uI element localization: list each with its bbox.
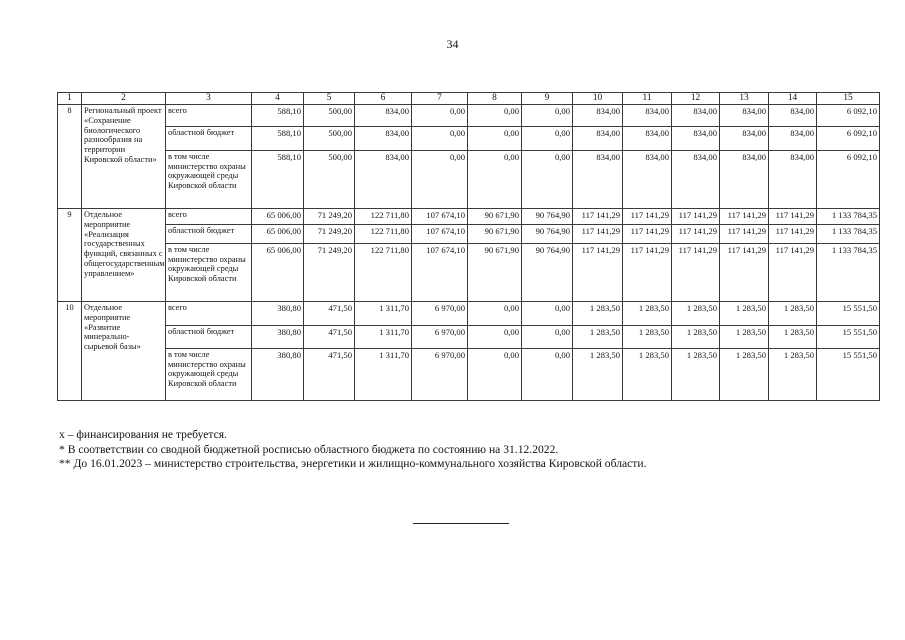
amount-cell: 1 283,50 [720,326,769,349]
amount-cell: 122 711,80 [355,244,412,302]
amount-cell: 6 970,00 [412,349,468,401]
amount-cell: 588,10 [252,127,304,151]
amount-cell: 1 133 784,35 [817,244,880,302]
header-cell: 9 [522,93,573,105]
amount-cell: 117 141,29 [769,244,817,302]
amount-cell: 1 283,50 [672,326,720,349]
amount-cell: 15 551,50 [817,349,880,401]
table-row [58,244,880,302]
amount-cell: 1 283,50 [769,302,817,326]
amount-cell: 0,00 [468,105,522,127]
amount-cell: 71 249,20 [304,225,355,244]
amount-cell: 117 141,29 [720,209,769,225]
footnote-not-required: х – финансирования не требуется. [59,428,227,441]
amount-cell: 1 283,50 [623,302,672,326]
amount-cell: 117 141,29 [769,225,817,244]
row-number: 9 [58,209,82,302]
table-row [58,209,880,225]
amount-cell: 117 141,29 [623,209,672,225]
amount-cell: 834,00 [720,105,769,127]
amount-cell: 1 283,50 [672,302,720,326]
amount-cell: 90 764,90 [522,209,573,225]
amount-cell: 15 551,50 [817,302,880,326]
amount-cell: 117 141,29 [672,209,720,225]
table-row [58,349,880,401]
amount-cell: 471,50 [304,326,355,349]
amount-cell: 471,50 [304,302,355,326]
table-row [58,105,880,127]
amount-cell: 1 283,50 [623,349,672,401]
funding-source: в том числе министерство охраны окружающей среды Кировской области [166,244,252,302]
amount-cell: 834,00 [720,127,769,151]
amount-cell: 834,00 [623,151,672,209]
amount-cell: 1 133 784,35 [817,225,880,244]
header-cell: 12 [672,93,720,105]
amount-cell: 90 671,90 [468,225,522,244]
amount-cell: 1 283,50 [672,349,720,401]
amount-cell: 1 311,70 [355,349,412,401]
amount-cell: 117 141,29 [623,244,672,302]
amount-cell: 380,80 [252,349,304,401]
amount-cell: 834,00 [573,151,623,209]
amount-cell: 117 141,29 [672,244,720,302]
amount-cell: 117 141,29 [720,225,769,244]
amount-cell: 6 092,10 [817,127,880,151]
header-cell: 2 [82,93,166,105]
amount-cell: 90 764,90 [522,244,573,302]
amount-cell: 0,00 [522,105,573,127]
amount-cell: 117 141,29 [573,209,623,225]
amount-cell: 90 671,90 [468,244,522,302]
amount-cell: 1 283,50 [573,349,623,401]
amount-cell: 6 092,10 [817,105,880,127]
amount-cell: 0,00 [522,151,573,209]
amount-cell: 0,00 [412,151,468,209]
amount-cell: 1 283,50 [623,326,672,349]
footnote-double-asterisk: ** До 16.01.2023 – министерство строительства, энергетики и жилищно-коммунального хозяйства Кировской области. [59,457,647,470]
header-cell: 1 [58,93,82,105]
funding-source: всего [166,302,252,326]
amount-cell: 0,00 [468,349,522,401]
header-cell: 4 [252,93,304,105]
amount-cell: 107 674,10 [412,225,468,244]
amount-cell: 500,00 [304,151,355,209]
amount-cell: 65 006,00 [252,209,304,225]
funding-source: областной бюджет [166,326,252,349]
amount-cell: 90 764,90 [522,225,573,244]
amount-cell: 6 970,00 [412,302,468,326]
amount-cell: 1 283,50 [720,349,769,401]
amount-cell: 0,00 [522,326,573,349]
amount-cell: 834,00 [672,151,720,209]
header-cell: 15 [817,93,880,105]
header-cell: 6 [355,93,412,105]
funding-source: в том числе министерство охраны окружающей среды Кировской области [166,151,252,209]
footnote-single-asterisk: * В соответствии со сводной бюджетной росписью областного бюджета по состоянию на 31.12.2022. [59,442,559,456]
amount-cell: 6 092,10 [817,151,880,209]
amount-cell: 500,00 [304,105,355,127]
amount-cell: 0,00 [522,127,573,151]
funding-source: областной бюджет [166,225,252,244]
header-cell: 5 [304,93,355,105]
amount-cell: 1 283,50 [573,326,623,349]
header-cell: 7 [412,93,468,105]
amount-cell: 834,00 [720,151,769,209]
amount-cell: 117 141,29 [623,225,672,244]
amount-cell: 0,00 [468,151,522,209]
funding-source: всего [166,105,252,127]
amount-cell: 834,00 [355,127,412,151]
amount-cell: 380,80 [252,302,304,326]
header-cell: 10 [573,93,623,105]
amount-cell: 71 249,20 [304,209,355,225]
header-cell: 11 [623,93,672,105]
amount-cell: 117 141,29 [720,244,769,302]
amount-cell: 0,00 [468,127,522,151]
amount-cell: 0,00 [412,105,468,127]
amount-cell: 90 671,90 [468,209,522,225]
amount-cell: 834,00 [769,105,817,127]
amount-cell: 0,00 [468,302,522,326]
amount-cell: 65 006,00 [252,244,304,302]
amount-cell: 0,00 [522,349,573,401]
financing-table [57,92,880,401]
amount-cell: 107 674,10 [412,209,468,225]
amount-cell: 6 970,00 [412,326,468,349]
program-name: Отдельное мероприятие «Развитие минерально-сырьевой базы» [82,302,166,401]
funding-source: областной бюджет [166,127,252,151]
table-row [58,326,880,349]
amount-cell: 471,50 [304,349,355,401]
row-number: 10 [58,302,82,401]
amount-cell: 834,00 [672,127,720,151]
table-row [58,151,880,209]
header-cell: 3 [166,93,252,105]
amount-cell: 834,00 [355,151,412,209]
amount-cell: 1 283,50 [573,302,623,326]
amount-cell: 117 141,29 [672,225,720,244]
amount-cell: 834,00 [355,105,412,127]
header-cell: 14 [769,93,817,105]
funding-source: в том числе министерство охраны окружающей среды Кировской области [166,349,252,401]
amount-cell: 1 283,50 [769,349,817,401]
amount-cell: 1 133 784,35 [817,209,880,225]
amount-cell: 834,00 [769,127,817,151]
amount-cell: 588,10 [252,151,304,209]
amount-cell: 117 141,29 [573,225,623,244]
footnotes [59,428,889,472]
program-name: Отдельное мероприятие «Реализация государственных функций, связанных с общегосударственным управлением» [82,209,166,302]
amount-cell: 122 711,80 [355,225,412,244]
table-row [58,225,880,244]
amount-cell: 0,00 [412,127,468,151]
amount-cell: 1 283,50 [769,326,817,349]
amount-cell: 117 141,29 [769,209,817,225]
amount-cell: 834,00 [672,105,720,127]
table-row [58,302,880,326]
amount-cell: 71 249,20 [304,244,355,302]
program-name: Региональный проект «Сохранение биологического разнообразия на территории Кировской области» [82,105,166,209]
amount-cell: 122 711,80 [355,209,412,225]
amount-cell: 1 283,50 [720,302,769,326]
amount-cell: 834,00 [573,127,623,151]
table-row [58,127,880,151]
page-number: 34 [446,37,459,51]
amount-cell: 1 311,70 [355,302,412,326]
amount-cell: 1 311,70 [355,326,412,349]
row-number: 8 [58,105,82,209]
funding-source: всего [166,209,252,225]
header-cell: 8 [468,93,522,105]
amount-cell: 107 674,10 [412,244,468,302]
amount-cell: 117 141,29 [573,244,623,302]
amount-cell: 834,00 [769,151,817,209]
amount-cell: 380,80 [252,326,304,349]
amount-cell: 834,00 [623,105,672,127]
amount-cell: 834,00 [573,105,623,127]
table-header-row [58,93,880,105]
amount-cell: 500,00 [304,127,355,151]
amount-cell: 588,10 [252,105,304,127]
amount-cell: 15 551,50 [817,326,880,349]
header-cell: 13 [720,93,769,105]
closing-separator-line [413,523,509,524]
amount-cell: 0,00 [468,326,522,349]
amount-cell: 834,00 [623,127,672,151]
amount-cell: 0,00 [522,302,573,326]
amount-cell: 65 006,00 [252,225,304,244]
